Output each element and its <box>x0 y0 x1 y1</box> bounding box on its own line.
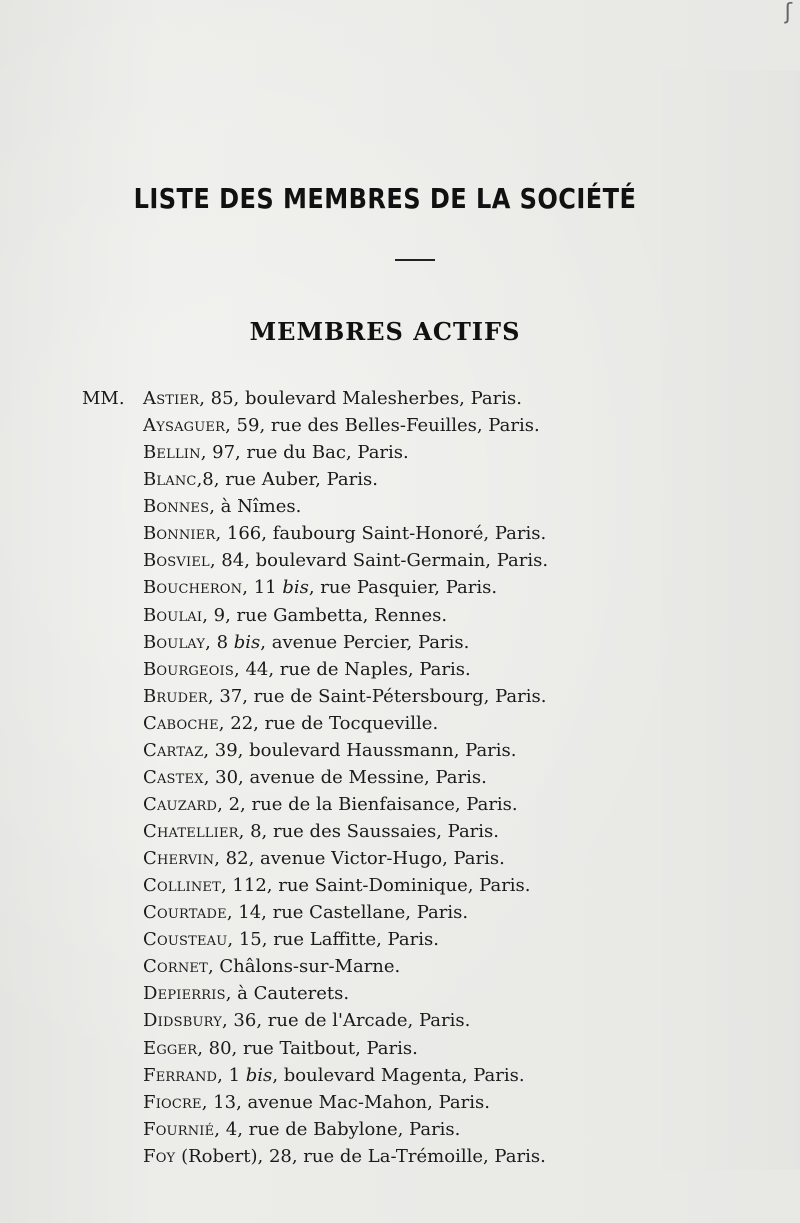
member-name: Boucheron <box>143 577 243 599</box>
member-entry <box>143 710 763 737</box>
member-address: , avenue Percier, Paris. <box>260 631 470 653</box>
member-name: Boulai <box>143 604 203 626</box>
member-entry <box>143 980 763 1007</box>
member-entry <box>143 1089 763 1116</box>
member-address: , 80, rue Taitbout, Paris. <box>197 1037 418 1059</box>
member-address: , 39, boulevard Haussmann, Paris. <box>203 739 517 761</box>
member-address: , 112, rue Saint-Dominique, Paris. <box>220 875 531 897</box>
member-name: Cauzard <box>143 793 218 815</box>
member-name: Caboche <box>143 712 219 734</box>
member-entry <box>143 1116 763 1143</box>
member-name: Chatellier <box>143 821 239 842</box>
member-entry <box>143 574 763 601</box>
member-name: Courtade <box>143 902 227 924</box>
member-name: Astier <box>143 388 200 409</box>
member-name: Bosviel <box>143 550 210 572</box>
member-name: Collinet <box>143 875 221 897</box>
member-address: , 30, avenue de Messine, Paris. <box>203 766 487 788</box>
member-entry <box>143 520 763 547</box>
member-entry <box>143 845 763 872</box>
member-name: Cousteau <box>143 929 228 951</box>
member-entry <box>143 629 763 656</box>
member-address: , 97, rue du Bac, Paris. <box>200 442 409 464</box>
member-name: Aysaguer <box>143 415 226 437</box>
member-name: Bonnes <box>143 496 210 518</box>
member-number: , 1 <box>217 1064 246 1086</box>
member-entry <box>143 791 763 818</box>
member-address: , 37, rue de Saint-Pétersbourg, Paris. <box>207 685 547 707</box>
member-entry <box>143 466 763 493</box>
member-address: , boulevard Magenta, Paris. <box>272 1064 525 1086</box>
member-entry <box>143 412 763 439</box>
member-entry <box>143 899 763 926</box>
member-address: , 14, rue Castellane, Paris. <box>226 902 469 924</box>
member-address: , 36, rue de l'Arcade, Paris. <box>221 1010 471 1032</box>
member-name: Egger <box>143 1037 198 1059</box>
list-prefix: MM. <box>82 388 125 409</box>
member-address: , 82, avenue Victor-Hugo, Paris. <box>214 848 505 870</box>
member-entry <box>143 1062 763 1089</box>
member-address: , 166, faubourg Saint-Honoré, Paris. <box>215 523 547 545</box>
member-entry <box>143 547 763 574</box>
member-address: , à Nîmes. <box>209 496 302 518</box>
member-address: , 2, rue de la Bienfaisance, Paris. <box>217 793 518 815</box>
member-name: Blanc <box>143 469 197 491</box>
member-number-suffix: bis <box>245 1064 273 1086</box>
member-entry <box>143 602 763 629</box>
member-name: Didsbury <box>143 1010 222 1032</box>
member-entry <box>143 818 763 845</box>
member-name: Fournié <box>143 1118 215 1140</box>
member-address: , 4, rue de Babylone, Paris. <box>214 1118 461 1140</box>
member-name: Boulay <box>143 631 206 653</box>
member-address: ,8, rue Auber, Paris. <box>196 469 378 491</box>
member-address: , 9, rue Gambetta, Rennes. <box>202 604 448 626</box>
member-name: Bourgeois <box>143 658 235 680</box>
member-address: , 59, rue des Belles-Feuilles, Paris. <box>225 415 540 437</box>
member-entry <box>143 439 763 466</box>
member-address: , 44, rue de Naples, Paris. <box>234 658 471 680</box>
member-name: Depierris <box>143 983 226 1005</box>
member-address: , 85, boulevard Malesherbes, Paris. <box>199 388 522 409</box>
member-address: , à Cauterets. <box>225 983 350 1005</box>
member-number-suffix: bis <box>282 577 309 599</box>
member-address: , Châlons-sur-Marne. <box>207 956 401 978</box>
member-name: Cornet <box>143 956 208 978</box>
member-entry <box>143 953 763 980</box>
member-entry <box>143 683 763 710</box>
member-number-suffix: bis <box>233 631 261 653</box>
section-heading: MEMBRES ACTIFS <box>249 317 521 346</box>
member-address: , 22, rue de Tocqueville. <box>218 712 439 734</box>
member-name: Cartaz <box>143 739 204 761</box>
member-entry <box>143 493 763 520</box>
member-address: , 8, rue des Saussaies, Paris. <box>238 821 499 842</box>
member-number: , 8 <box>205 631 234 653</box>
member-entry <box>143 872 763 899</box>
title-rule <box>395 259 435 261</box>
member-name: Bellin <box>143 442 201 464</box>
member-address: , 84, boulevard Saint-Germain, Paris. <box>209 550 549 572</box>
member-entry <box>143 385 763 412</box>
member-entry <box>143 737 763 764</box>
member-list <box>143 385 763 1170</box>
member-name: Chervin <box>143 848 215 870</box>
member-entry <box>143 926 763 953</box>
member-name: Ferrand <box>143 1064 218 1086</box>
member-name: Foy <box>143 1145 176 1167</box>
member-name: Castex <box>143 766 204 788</box>
member-entry <box>143 656 763 683</box>
member-entry <box>143 1035 763 1062</box>
member-name: Bruder <box>143 685 208 707</box>
member-entry <box>143 1143 763 1170</box>
member-name: Fiocre <box>143 1091 202 1113</box>
member-entry <box>143 1007 763 1034</box>
member-number: , 11 <box>242 577 283 599</box>
member-address: , 15, rue Laffitte, Paris. <box>227 929 439 951</box>
page-title: LISTE DES MEMBRES DE LA SOCIÉTÉ <box>133 182 637 215</box>
member-name: Bonnier <box>143 523 216 545</box>
member-address: (Robert), 28, rue de La-Trémoille, Paris. <box>175 1145 546 1167</box>
member-entry <box>143 764 763 791</box>
member-address: , rue Pasquier, Paris. <box>308 577 498 599</box>
corner-pencil-mark: ʃ <box>784 0 792 25</box>
member-address: , 13, avenue Mac-Mahon, Paris. <box>201 1091 490 1113</box>
